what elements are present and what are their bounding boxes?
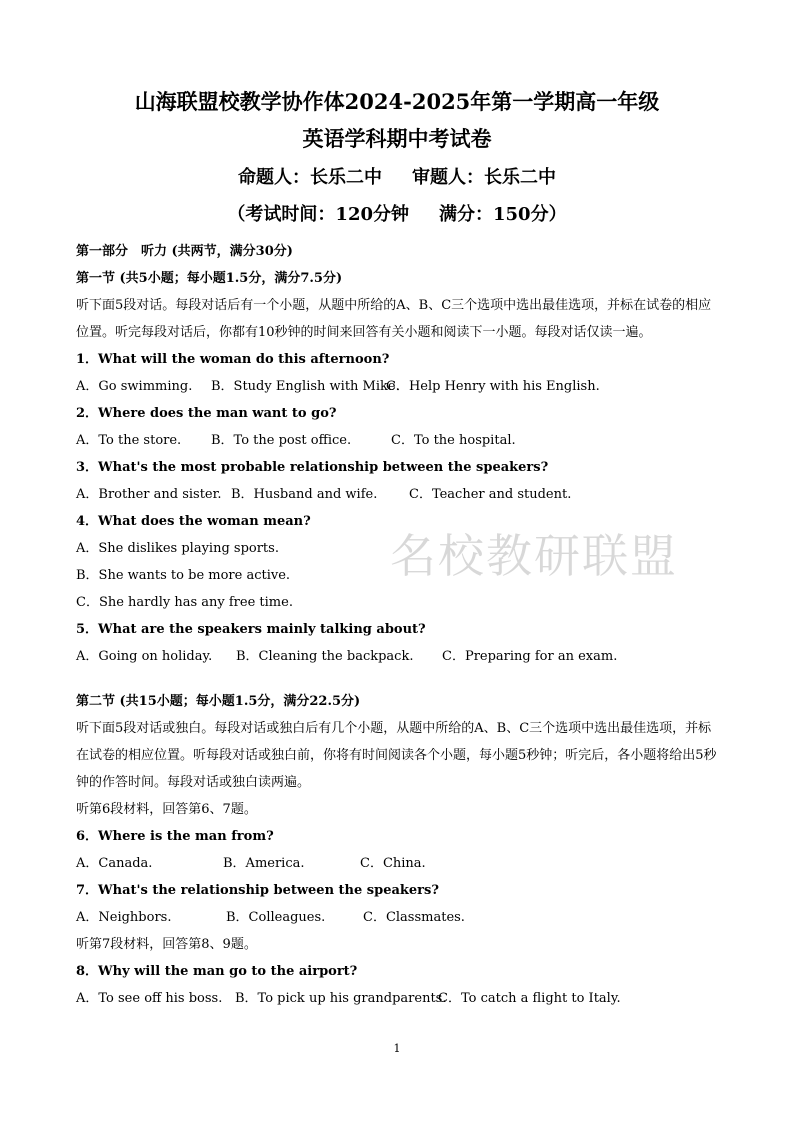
- option-b: B．Colleagues.: [226, 910, 326, 925]
- question-options: [76, 481, 720, 508]
- question-options: [76, 643, 720, 670]
- watermark-text: 名校教研联盟: [390, 529, 678, 583]
- question-options: [76, 427, 720, 454]
- exam-subtitle: 英语学科期中考试卷: [302, 126, 492, 151]
- question-options: [76, 373, 720, 400]
- option-b: B．Husband and wife.: [231, 487, 378, 502]
- exam-title: 山海联盟校教学协作体2024-2025年第一学期高一年级: [134, 89, 660, 114]
- section1-heading: 第一节 (共5小题；每小题1.5分，满分7.5分): [76, 271, 343, 286]
- question-stem: 8．Why will the man go to the airport?: [76, 964, 358, 979]
- section1-instructions: 听下面5段对话。每段对话后有一个小题，从题中所给的A、B、C三个选项中选出最佳选项，并标在试卷的相应位置。听完每段对话后，你都有10秒钟的时间来回答有关小题和阅读下一小题。每段对话仅读一遍。: [76, 298, 712, 340]
- question-options: [76, 985, 720, 1012]
- option-c: C．She hardly has any free time.: [76, 595, 293, 610]
- option-b: B．America.: [223, 856, 305, 871]
- question-stem: 7．What's the relationship between the speakers?: [76, 883, 439, 898]
- option-c: C．Help Henry with his English.: [386, 379, 600, 394]
- exam-time-score: [0, 200, 794, 226]
- option-b: B．She wants to be more active.: [76, 568, 291, 583]
- question-options: [76, 850, 720, 877]
- option-c: C．China.: [360, 856, 426, 871]
- question-stem: 1．What will the woman do this afternoon?: [76, 352, 390, 367]
- option-a: A．To see off his boss.: [76, 991, 223, 1006]
- option-a: A．Canada.: [76, 856, 153, 871]
- option-c: C．Teacher and student.: [409, 487, 572, 502]
- reviewer-text: 审题人：长乐二中: [412, 167, 556, 188]
- option-a: A．Neighbors.: [76, 910, 172, 925]
- question-stem: 4．What does the woman mean?: [76, 514, 311, 529]
- section2-instructions: 听下面5段对话或独白。每段对话或独白后有几个小题，从题中所给的A、B、C三个选项中选出最佳选项，并标在试卷的相应位置。听每段对话或独白前，你将有时间阅读各个小题，每小题5秒钟；听完后，各小题将给出5秒钟的作答时间。每段对话或独白读两遍。: [76, 721, 717, 790]
- section2-heading: 第二节 (共15小题；每小题1.5分，满分22.5分): [76, 694, 361, 709]
- option-c: C．Preparing for an exam.: [442, 649, 618, 664]
- option-b: B．Study English with Mike.: [211, 379, 400, 394]
- option-c: C．To catch a flight to Italy.: [438, 991, 621, 1006]
- option-a: A．Go swimming.: [76, 379, 193, 394]
- option-a: A．To the store.: [76, 433, 182, 448]
- question-stem: 2．Where does the man want to go?: [76, 406, 337, 421]
- option-b: B．Cleaning the backpack.: [236, 649, 414, 664]
- question-stem: 3．What's the most probable relationship between the speakers?: [76, 460, 549, 475]
- question-stem: 5．What are the speakers mainly talking about?: [76, 622, 426, 637]
- material-note: 听第6段材料，回答第6、7题。: [76, 802, 257, 817]
- question-stem: 6．Where is the man from?: [76, 829, 274, 844]
- part1-heading: 第一部分 听力 (共两节，满分30分): [76, 244, 293, 259]
- option-c: C．To the hospital.: [391, 433, 516, 448]
- material-note: 听第7段材料，回答第8、9题。: [76, 937, 257, 952]
- author-text: 命题人：长乐二中: [238, 167, 382, 188]
- exam-content: [76, 238, 720, 1012]
- option-a: A．Brother and sister.: [76, 487, 222, 502]
- page-number: 1: [393, 1042, 401, 1055]
- spacer: [76, 670, 720, 688]
- question-options: [76, 904, 720, 931]
- option-c: C．Classmates.: [363, 910, 465, 925]
- option-b: B．To pick up his grandparents.: [235, 991, 447, 1006]
- option-a: A．She dislikes playing sports.: [76, 541, 279, 556]
- time-text: （考试时间：120分钟: [227, 204, 409, 225]
- option-a: A．Going on holiday.: [76, 649, 213, 664]
- score-text: 满分：150分）: [439, 204, 567, 225]
- option-b: B．To the post office.: [211, 433, 352, 448]
- exam-authors: [0, 163, 794, 189]
